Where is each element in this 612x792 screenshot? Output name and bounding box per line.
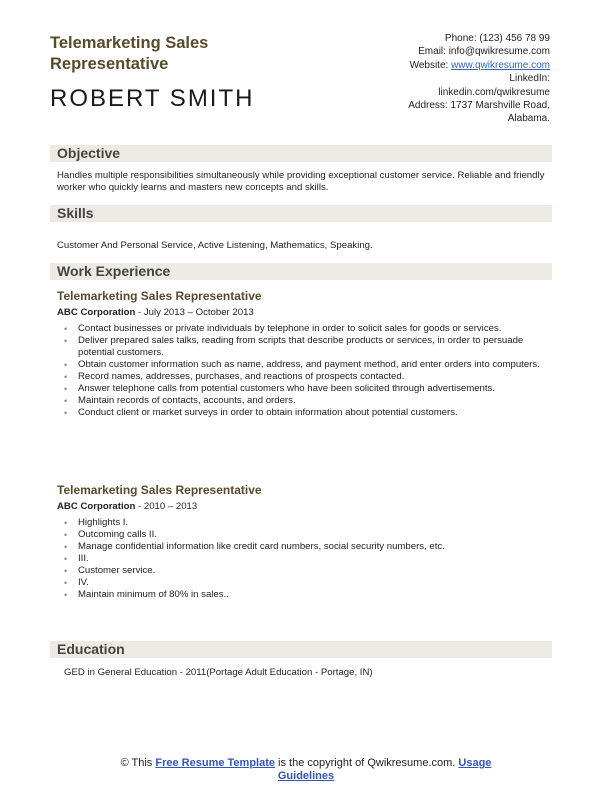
bullet-icon: • [64,518,68,528]
job-2-bullet-text: Maintain minimum of 80% in sales.. [78,589,229,600]
candidate-name: ROBERT SMITH [50,85,255,112]
list-item [60,565,550,577]
job-1-company: ABC Corporation [57,307,136,318]
header-job-title: Telemarketing Sales Representative [50,34,209,73]
contact-linkedin: linkedin.com/qwikresume [438,86,550,98]
bullet-icon: • [64,360,68,370]
job-1-meta [57,307,254,319]
objective-heading: Objective [50,145,552,162]
job-1-bullet-text: Obtain customer information such as name, address, and payment method, and enter orders into computers. [78,359,540,370]
copyright-footer [60,757,552,783]
job-2-dates: - 2010 – 2013 [135,501,198,512]
job-2-bullets [60,517,550,601]
job-1-bullet-text: Deliver prepared sales talks, reading from scripts that describe products or services, in order to persuade potential customers. [78,335,524,358]
contact-linkedin-label: LinkedIn: [509,73,550,85]
bullet-icon: • [64,554,68,564]
bullet-icon: • [64,324,68,334]
contact-website [310,59,550,72]
education-text: GED in General Education - 2011(Portage Adult Education - Portage, IN) [64,667,373,678]
list-item [60,589,550,601]
list-item [60,517,550,529]
job-2-meta [57,501,197,513]
list-item [60,553,550,565]
free-resume-template-link[interactable]: Free Resume Template [155,757,275,769]
list-item [60,371,550,383]
job-2-bullet-text: Manage confidential information like credit card numbers, social security numbers, etc. [78,541,445,552]
bullet-icon: • [64,384,68,394]
education-heading: Education [50,641,552,658]
job-1-bullet-text: Contact businesses or private individuals by telephone in order to solicit sales for goods or services. [78,323,502,334]
job-1-bullet-text: Conduct client or market surveys in order to obtain information about potential customers. [78,407,458,418]
bullet-icon: • [64,372,68,382]
bullet-icon: • [64,590,68,600]
list-item [60,359,550,371]
job-1-bullets [60,323,550,419]
job-2-bullet-text: Customer service. [78,565,156,576]
job-2-bullet-text: Highlights I. [78,517,129,528]
contact-email: Email: info@qwikresume.com [418,46,550,58]
job-1-bullet-text: Answer telephone calls from potential customers who have been solicited through advertisements. [78,383,496,394]
job-1-bullet-text: Record names, addresses, purchases, and reactions of prospects contacted. [78,371,405,382]
usage-guidelines-link-part2[interactable]: Guidelines [277,770,335,782]
bullet-icon: • [64,566,68,576]
list-item [60,529,550,541]
job-2-bullet-text: IV. [78,577,89,588]
job-2-title: Telemarketing Sales Representative [57,483,262,497]
contact-website-label: Website: [409,59,452,71]
contact-address-line2: Alabama. [507,113,550,125]
bullet-icon: • [64,542,68,552]
job-2-company: ABC Corporation [57,501,136,512]
job-2-bullet-text: Outcoming calls II. [78,529,157,540]
bullet-icon: • [64,578,68,588]
bullet-icon: • [64,408,68,418]
list-item [60,577,550,589]
list-item [60,541,550,553]
contact-block [310,32,550,126]
bullet-icon: • [64,396,68,406]
contact-website-link[interactable]: www.qwikresume.com [451,59,550,71]
job-1-title: Telemarketing Sales Representative [57,289,262,303]
list-item [60,323,550,335]
list-item [60,407,550,419]
list-item [60,395,550,407]
job-2-bullet-text: III. [78,553,89,564]
objective-text: Handles multiple responsibilities simultaneously while providing exceptional customer service. Reliable and friendly worker who quickly learns and masters new concepts and skills. [57,170,545,193]
job-1-dates: - July 2013 – October 2013 [135,307,254,318]
list-item [60,383,550,395]
footer-middle: is the copyright of Qwikresume.com. [275,757,459,769]
skills-text: Customer And Personal Service, Active Listening, Mathematics, Speaking. [57,240,373,251]
list-item [60,335,550,359]
bullet-icon: • [64,530,68,540]
contact-address-line1: Address: 1737 Marshville Road, [408,100,550,112]
skills-heading: Skills [50,205,552,222]
bullet-icon: • [64,336,68,346]
job-1-bullet-text: Maintain records of contacts, accounts, and orders. [78,395,296,406]
footer-prefix: © This [120,757,156,769]
contact-phone: Phone: (123) 456 78 99 [444,33,550,44]
usage-guidelines-link-part1[interactable]: Usage [458,757,492,769]
work-experience-heading: Work Experience [50,263,552,280]
